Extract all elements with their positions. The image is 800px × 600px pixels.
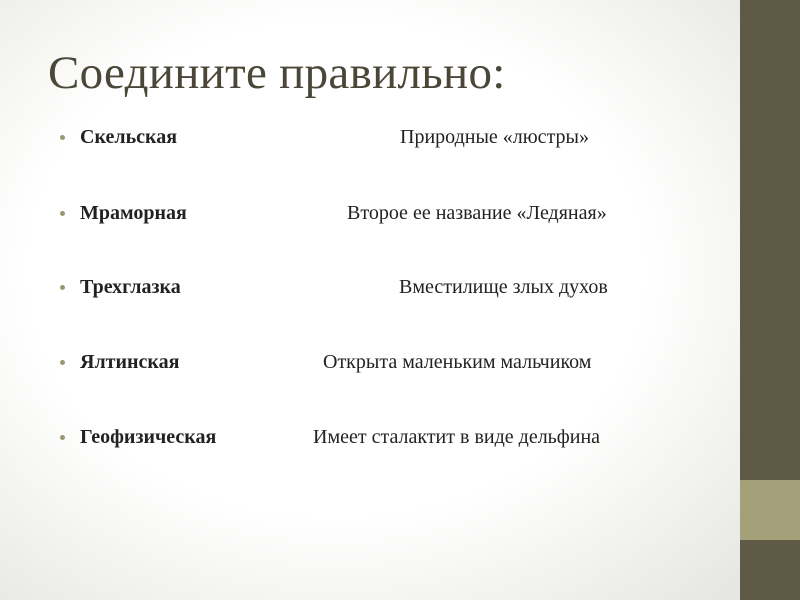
- cave-name: Геофизическая: [80, 426, 217, 448]
- side-decor-accent: [740, 480, 800, 540]
- cave-description: Вместилище злых духов: [399, 276, 608, 298]
- list-item: [0, 274, 740, 304]
- cave-description: Природные «люстры»: [400, 126, 589, 148]
- cave-description: Второе ее название «Ледяная»: [347, 202, 607, 224]
- bullet-icon: [60, 285, 65, 290]
- list-item: [0, 424, 740, 454]
- bullet-icon: [60, 135, 65, 140]
- bullet-icon: [60, 360, 65, 365]
- cave-name: Мраморная: [80, 202, 187, 224]
- list-item: [0, 200, 740, 230]
- list-item: [0, 124, 740, 154]
- cave-name: Ялтинская: [80, 351, 180, 373]
- cave-name: Трехглазка: [80, 276, 181, 298]
- cave-description: Открыта маленьким мальчиком: [323, 351, 592, 373]
- cave-name: Скельская: [80, 126, 178, 148]
- slide-title: Соедините правильно:: [48, 47, 506, 99]
- bullet-icon: [60, 435, 65, 440]
- cave-description: Имеет сталактит в виде дельфина: [313, 426, 601, 448]
- list-item: [0, 349, 740, 379]
- bullet-icon: [60, 211, 65, 216]
